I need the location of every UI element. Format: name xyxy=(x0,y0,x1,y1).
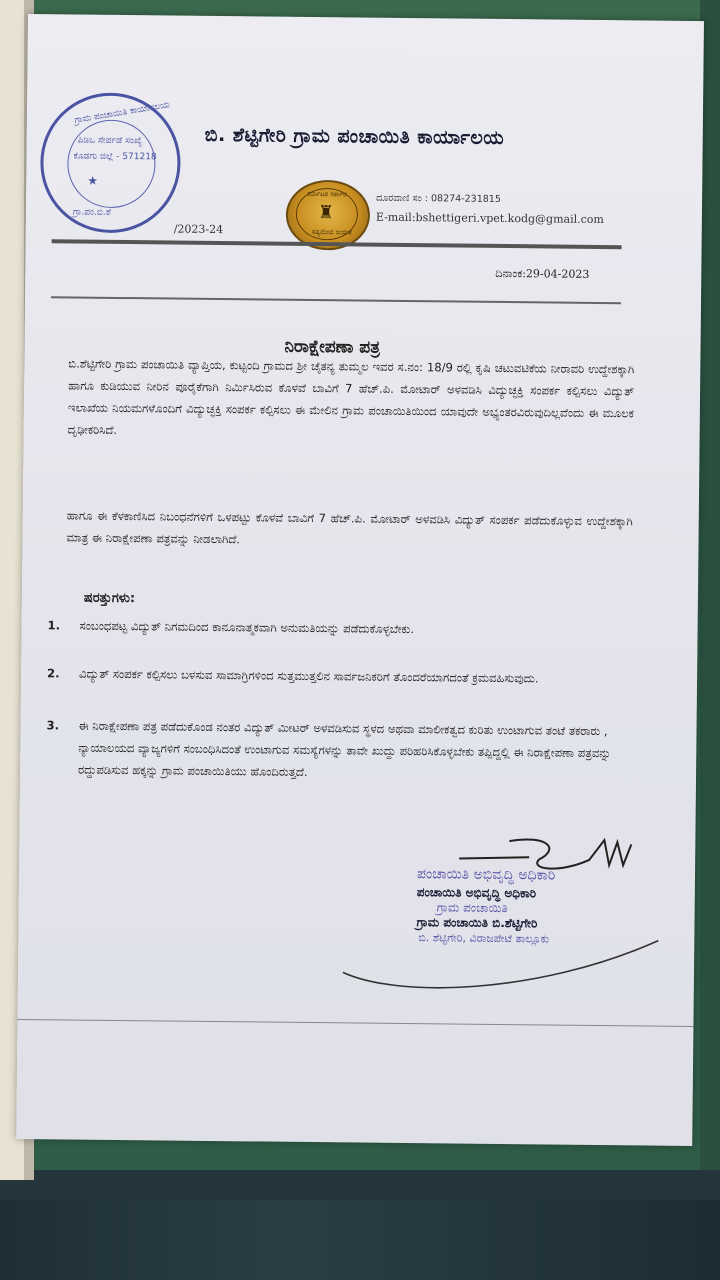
condition-number: 3. xyxy=(46,718,60,733)
condition-number: 2. xyxy=(47,666,60,681)
seal-bottom-text: ಗ್ರಾ.ಪಂ.ಬಿ.ಶೆ xyxy=(72,207,112,218)
lion-capital-icon: ♜ xyxy=(317,202,335,224)
karnataka-emblem-icon xyxy=(286,180,371,251)
official-seal xyxy=(40,92,181,233)
phone-number: ದೂರವಾಣಿ ಸಂ : 08274-231815 xyxy=(376,192,501,205)
condition-item xyxy=(47,662,637,690)
condition-item xyxy=(47,614,637,642)
condition-text: ಈ ನಿರಾಕ್ಷೇಪಣಾ ಪತ್ರ ಪಡೆದುಕೊಂಡ ನಂತರ ವಿದ್ಯುತ್ ಮೀಟರ್ ಅಳವಡಿಸುವ ಸ್ಥಳದ ಅಥವಾ ಮಾಲೀಕತ್ವದ ಕುರಿತು ಉಂಟಾಗುವ ತಂಟೆ ತಕರಾರು , ನ್ಯಾಯಾಲಯದ ವ್ಯಾಜ್ಯಗಳಿಗೆ ಸಂಬಂಧಿಸಿದಂತೆ ಉಂಟಾಗುವ ಸಮಸ್ಯೆಗಳನ್ನು ತಾವೇ ಖುದ್ದು ಪರಿಹರಿಸಿಕೊಳ್ಳಬೇಕು ತಪ್ಪಿದ್ದಲ್ಲಿ ಈ ನಿರಾಕ್ಷೇಪಣಾ ಪತ್ರವನ್ನು ರದ್ದುಪಡಿಸುವ ಹಕ್ಕನ್ನು ಗ್ರಾಮ ಪಂಚಾಯಿತಿಯು ಹೊಂದಿರುತ್ತದೆ. xyxy=(78,718,612,779)
letter-sheet xyxy=(16,14,704,1146)
email-address: E-mail:bshettigeri.vpet.kodg@gmail.com xyxy=(375,210,604,227)
seal-number: 218 xyxy=(139,152,157,163)
reference-number: /2023-24 xyxy=(173,222,224,237)
seal-inner-ring xyxy=(67,119,156,208)
document-title: ನಿರಾಕ್ಷೇಪಣಾ ಪತ್ರ xyxy=(284,336,381,358)
seal-line-2: ಕೊಡಗು ಜಿಲ್ಲೆ - 571 xyxy=(73,151,140,163)
date-rule xyxy=(51,296,621,304)
conditions-heading: ಷರತ್ತುಗಳು: xyxy=(83,590,136,607)
paragraph-1: ಬಿ.ಶೆಟ್ಟಿಗೇರಿ ಗ್ರಾಮ ಪಂಚಾಯಿತಿ ವ್ಯಾಪ್ತಿಯ, ಕುಟ್ಟಂದಿ ಗ್ರಾಮದ ಶ್ರೀ ಚೈತನ್ಯ ತುಮ್ಮಲ ಇವರ ಸ.ನಂ: 18/9 ರಲ್ಲಿ ಕೃಷಿ ಚಟುವಟಿಕೆಯ ನೀರಾವರಿ ಉದ್ದೇಶಕ್ಕಾಗಿ ಹಾಗೂ ಕುಡಿಯುವ ನೀರಿನ ಪೂರೈಕೆಗಾಗಿ ನಿರ್ಮಿಸಿರುವ ಕೊಳವೆ ಬಾವಿಗೆ 7 ಹೆಚ್.ಪಿ. ಮೋಟಾರ್ ಅಳವಡಿಸಿ ವಿದ್ಯುಚ್ಛಕ್ತಿ ಸಂಪರ್ಕ ಕಲ್ಪಿಸಲು ವಿದ್ಯುತ್ ಇಲಾಖೆಯ ನಿಯಮಗಳೊಂದಿಗೆ ವಿದ್ಯುಚ್ಛಕ್ತಿ ಸಂಪರ್ಕ ಕಲ್ಪಿಸಲು ಈ ಮೇಲಿನ ಗ್ರಾಮ ಪಂಚಾಯಿತಿಯಿಂದ ಯಾವುದೇ ಅಭ್ಯಂತರವಿರುವುದಿಲ್ಲವೆಂದು ಈ ಮೂಲಕ ದೃಢೀಕರಿಸಿದೆ. xyxy=(67,356,635,437)
signature-designation: ಪಂಚಾಯಿತಿ ಅಭಿವೃದ್ಧಿ ಅಧಿಕಾರಿ xyxy=(416,885,537,901)
page-fold-line xyxy=(17,1019,693,1027)
paragraph-2: ಹಾಗೂ ಈ ಕೆಳಕಾಣಿಸಿದ ನಿಬಂಧನೆಗಳಿಗೆ ಒಳಪಟ್ಟು ಕೊಳವೆ ಬಾವಿಗೆ 7 ಹೆಚ್.ಪಿ. ಮೋಟಾರ್ ಅಳವಡಿಸಿ ವಿದ್ಯುತ್ ಸಂಪರ್ಕ ಪಡೆದುಕೊಳ್ಳುವ ಉದ್ದೇಶಕ್ಕಾಗಿ ಮಾತ್ರ ಈ ನಿರಾಕ್ಷೇಪಣಾ ಪತ್ರವನ್ನು ನೀಡಲಾಗಿದೆ. xyxy=(66,508,633,547)
seal-star-icon: ★ xyxy=(87,173,99,188)
signature-flourish xyxy=(338,917,669,1000)
seal-top-text: ಗ್ರಾಮ ಪಂಚಾಯಿತಿ ಕಾರ್ಯಾಲಯ xyxy=(73,100,171,126)
floor-tiles xyxy=(0,1200,720,1280)
seal-line-1: ಪಿಡಿಒ ಸೇರ್ಪಡೆ ಸಂಖ್ಯೆ xyxy=(77,135,143,147)
condition-item xyxy=(46,714,637,786)
signature-stamp-line-2: ಗ್ರಾಮ ಪಂಚಾಯಿತಿ xyxy=(436,900,508,916)
letter-date: ದಿನಾಂಕ:29-04-2023 xyxy=(495,266,590,281)
signature-stamp-line-1: ಪಂಚಾಯಿತಿ ಅಭಿವೃದ್ಧಿ ಅಧಿಕಾರಿ xyxy=(416,866,556,884)
office-title: ಬಿ. ಶೆಟ್ಟಿಗೇರಿ ಗ್ರಾಮ ಪಂಚಾಯಿತಿ ಕಾರ್ಯಾಲಯ xyxy=(204,123,505,149)
signature-office: ಗ್ರಾಮ ಪಂಚಾಯಿತಿ ಬಿ.ಶೆಟ್ಟಿಗೇರಿ xyxy=(416,915,538,931)
signature-stamp-line-3: ಬಿ. ಶೆಟ್ಟಿಗೇರಿ, ವಿರಾಜಪೇಟೆ ತಾಲ್ಲೂಕು xyxy=(418,931,550,946)
table-surface-right xyxy=(700,0,720,1180)
condition-text: ವಿದ್ಯುತ್ ಸಂಪರ್ಕ ಕಲ್ಪಿಸಲು ಬಳಸುವ ಸಾಮಾಗ್ರಿಗಳಿಂದ ಸುತ್ತಮುತ್ತಲಿನ ಸಾರ್ವಜನಿಕರಿಗೆ ತೊಂದರೆಯಾಗದಂತೆ ಕ್ರಮವಹಿಸುವುದು. xyxy=(79,666,539,686)
condition-number: 1. xyxy=(47,618,61,633)
condition-text: ಸಂಬಂಧಪಟ್ಟ ವಿದ್ಯುತ್ ನಿಗಮದಿಂದ ಕಾನೂನಾತ್ಮಕವಾಗಿ ಅನುಮತಿಯನ್ನು ಪಡೆದುಕೊಳ್ಳಬೇಕು. xyxy=(79,618,415,637)
emblem-top-text: ಕರ್ನಾಟಕ ಸರ್ಕಾರ xyxy=(307,189,347,199)
emblem-bottom-text: ಸತ್ಯಮೇವ ಜಯತೆ xyxy=(311,227,353,237)
